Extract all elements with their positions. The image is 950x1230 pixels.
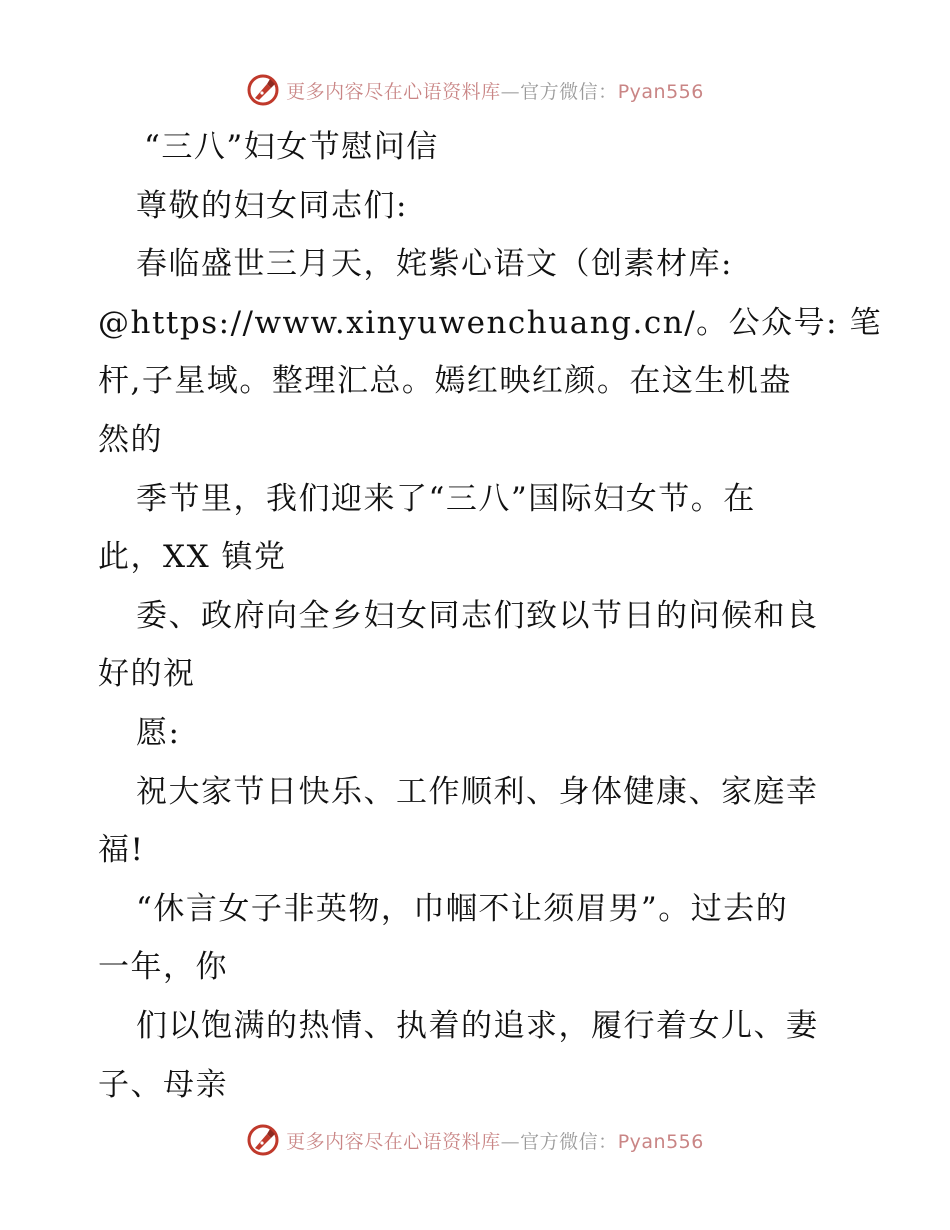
document-line-8: 委、政府向全乡妇女同志们致以节日的问候和良 xyxy=(136,597,819,634)
document-line-2: 春临盛世三月天，姹紫心语文（创素材库: xyxy=(136,246,733,283)
footer-wechat-label: 官方微信： xyxy=(520,1130,618,1153)
footer-banner-inner xyxy=(246,1123,704,1157)
document-line-16: 子、母亲 xyxy=(98,1066,228,1103)
document-line-9: 好的祝 xyxy=(98,656,196,693)
footer-banner-text xyxy=(286,1127,704,1154)
header-separator: — xyxy=(500,80,521,103)
footer-brand-text: 更多内容尽在心语资料库 xyxy=(286,1130,501,1153)
header-wechat-id: Pyan556 xyxy=(617,80,704,103)
document-line-7: 此，XX 镇党 xyxy=(98,539,287,576)
pen-nib-logo-icon xyxy=(246,73,280,107)
footer-separator: — xyxy=(500,1130,521,1153)
document-body xyxy=(98,118,882,1114)
pen-nib-logo-icon xyxy=(246,1123,280,1157)
document-line-12: 福! xyxy=(98,832,145,869)
header-brand-text: 更多内容尽在心语资料库 xyxy=(286,80,501,103)
document-line-5: 然的 xyxy=(98,421,163,458)
footer-wechat-id: Pyan556 xyxy=(617,1130,704,1153)
header-banner-text xyxy=(286,77,704,104)
document-line-10: 愿: xyxy=(136,714,181,751)
document-line-15: 们以饱满的热情、执着的追求，履行着女儿、妻 xyxy=(136,1007,819,1044)
header-banner-inner xyxy=(246,73,704,107)
document-line-14: 一年，你 xyxy=(98,949,228,986)
document-line-3: @https://www.xinyuwenchuang.cn/。公众号: 笔 xyxy=(98,304,882,341)
header-wechat-label: 官方微信： xyxy=(520,80,618,103)
document-line-4: 杆,子星域。整理汇总。嫣红映红颜。在这生机盎 xyxy=(98,363,792,400)
header-banner xyxy=(0,70,950,110)
document-line-11: 祝大家节日快乐、工作顺利、身体健康、家庭幸 xyxy=(136,773,819,810)
document-line-13: “休言女子非英物，巾帼不让须眉男”。过去的 xyxy=(136,890,789,927)
document-line-1: 尊敬的妇女同志们: xyxy=(136,187,408,224)
footer-banner xyxy=(0,1120,950,1160)
document-title: “三八”妇女节慰问信 xyxy=(144,129,439,165)
document-line-6: 季节里，我们迎来了“三八”国际妇女节。在 xyxy=(136,480,756,517)
